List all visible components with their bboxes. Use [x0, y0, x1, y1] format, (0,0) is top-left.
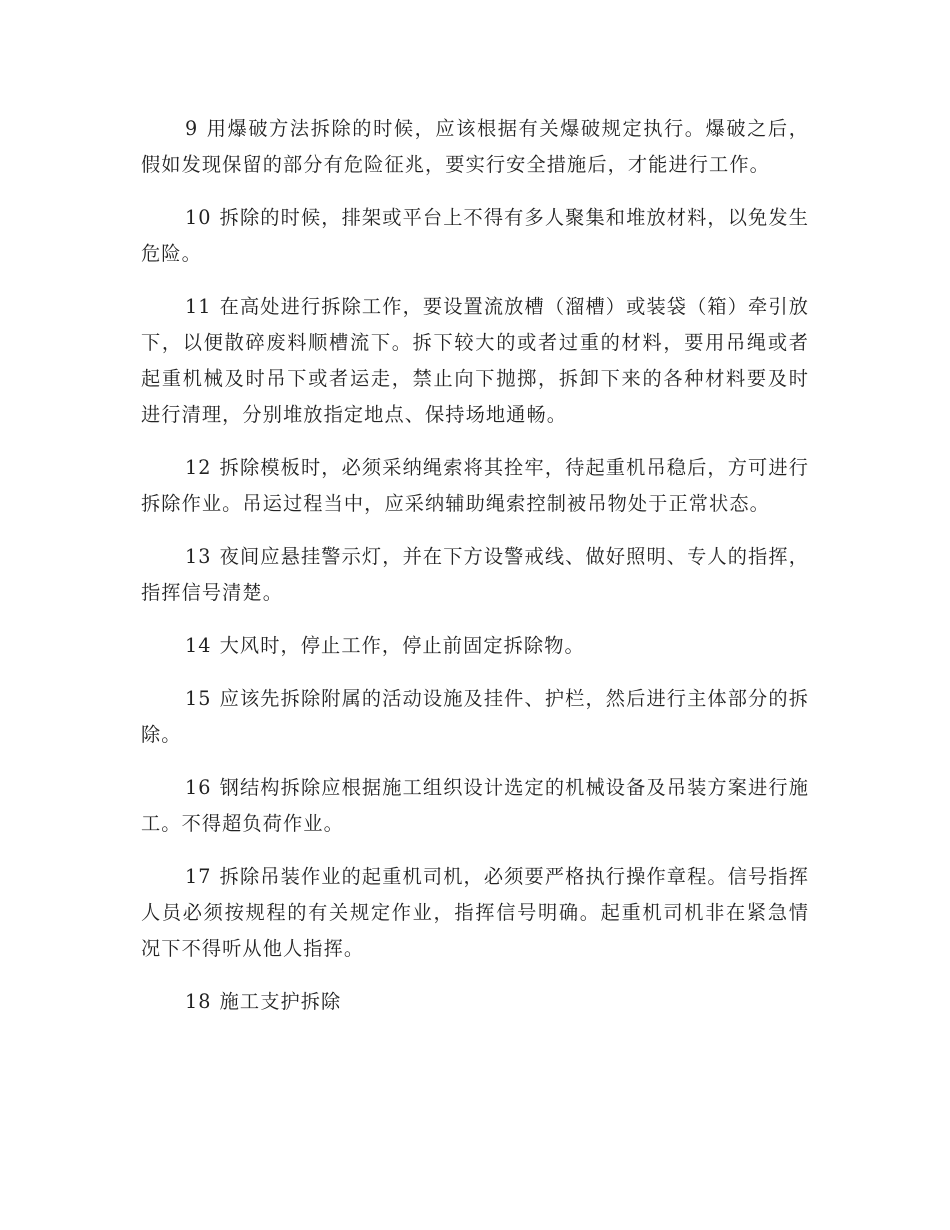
paragraph-text: 施工支护拆除 [219, 990, 342, 1013]
paragraph-11 [141, 289, 809, 433]
paragraph-number: 13 [185, 545, 212, 568]
paragraph-text: 应该先拆除附属的活动设施及挂件、护栏，然后进行主体部分的拆除。 [141, 687, 809, 746]
paragraph-number: 16 [185, 776, 212, 799]
paragraph-number: 18 [185, 990, 212, 1013]
paragraph-number: 11 [185, 295, 212, 318]
paragraph-text: 钢结构拆除应根据施工组织设计选定的机械设备及吊装方案进行施工。不得超负荷作业。 [141, 776, 809, 835]
paragraph-number: 9 [185, 117, 199, 140]
paragraph-text: 拆除吊装作业的起重机司机，必须要严格执行操作章程。信号指挥人员必须按规程的有关规定作业，指挥信号明确。起重机司机非在紧急情况下不得听从他人指挥。 [141, 865, 809, 960]
paragraph-16 [141, 770, 809, 842]
paragraph-number: 14 [185, 634, 212, 657]
paragraph-number: 17 [185, 865, 212, 888]
paragraph-13 [141, 539, 809, 611]
paragraph-14 [141, 628, 809, 664]
paragraph-number: 10 [185, 206, 212, 229]
paragraph-text: 拆除的时候，排架或平台上不得有多人聚集和堆放材料，以免发生危险。 [141, 206, 809, 265]
paragraph-text: 夜间应悬挂警示灯，并在下方设警戒线、做好照明、专人的指挥，指挥信号清楚。 [141, 545, 809, 604]
paragraph-text: 拆除模板时，必须采纳绳索将其拴牢，待起重机吊稳后，方可进行拆除作业。吊运过程当中，应采纳辅助绳索控制被吊物处于正常状态。 [141, 456, 809, 515]
paragraph-text: 在高处进行拆除工作，要设置流放槽（溜槽）或装袋（箱）牵引放下，以便散碎废料顺槽流下。拆下较大的或者过重的材料，要用吊绳或者起重机械及时吊下或者运走，禁止向下抛掷，拆卸下来的各种材料要及时进行清理，分别堆放指定地点、保持场地通畅。 [141, 295, 809, 426]
document-body [141, 111, 809, 1037]
paragraph-15 [141, 681, 809, 753]
paragraph-17 [141, 859, 809, 967]
paragraph-18 [141, 984, 809, 1020]
paragraph-number: 12 [185, 456, 212, 479]
paragraph-10 [141, 200, 809, 272]
paragraph-12 [141, 450, 809, 522]
paragraph-text: 用爆破方法拆除的时候，应该根据有关爆破规定执行。爆破之后，假如发现保留的部分有危险征兆，要实行安全措施后，才能进行工作。 [141, 117, 809, 176]
paragraph-text: 大风时，停止工作，停止前固定拆除物。 [219, 634, 585, 657]
paragraph-9 [141, 111, 809, 183]
paragraph-number: 15 [185, 687, 212, 710]
